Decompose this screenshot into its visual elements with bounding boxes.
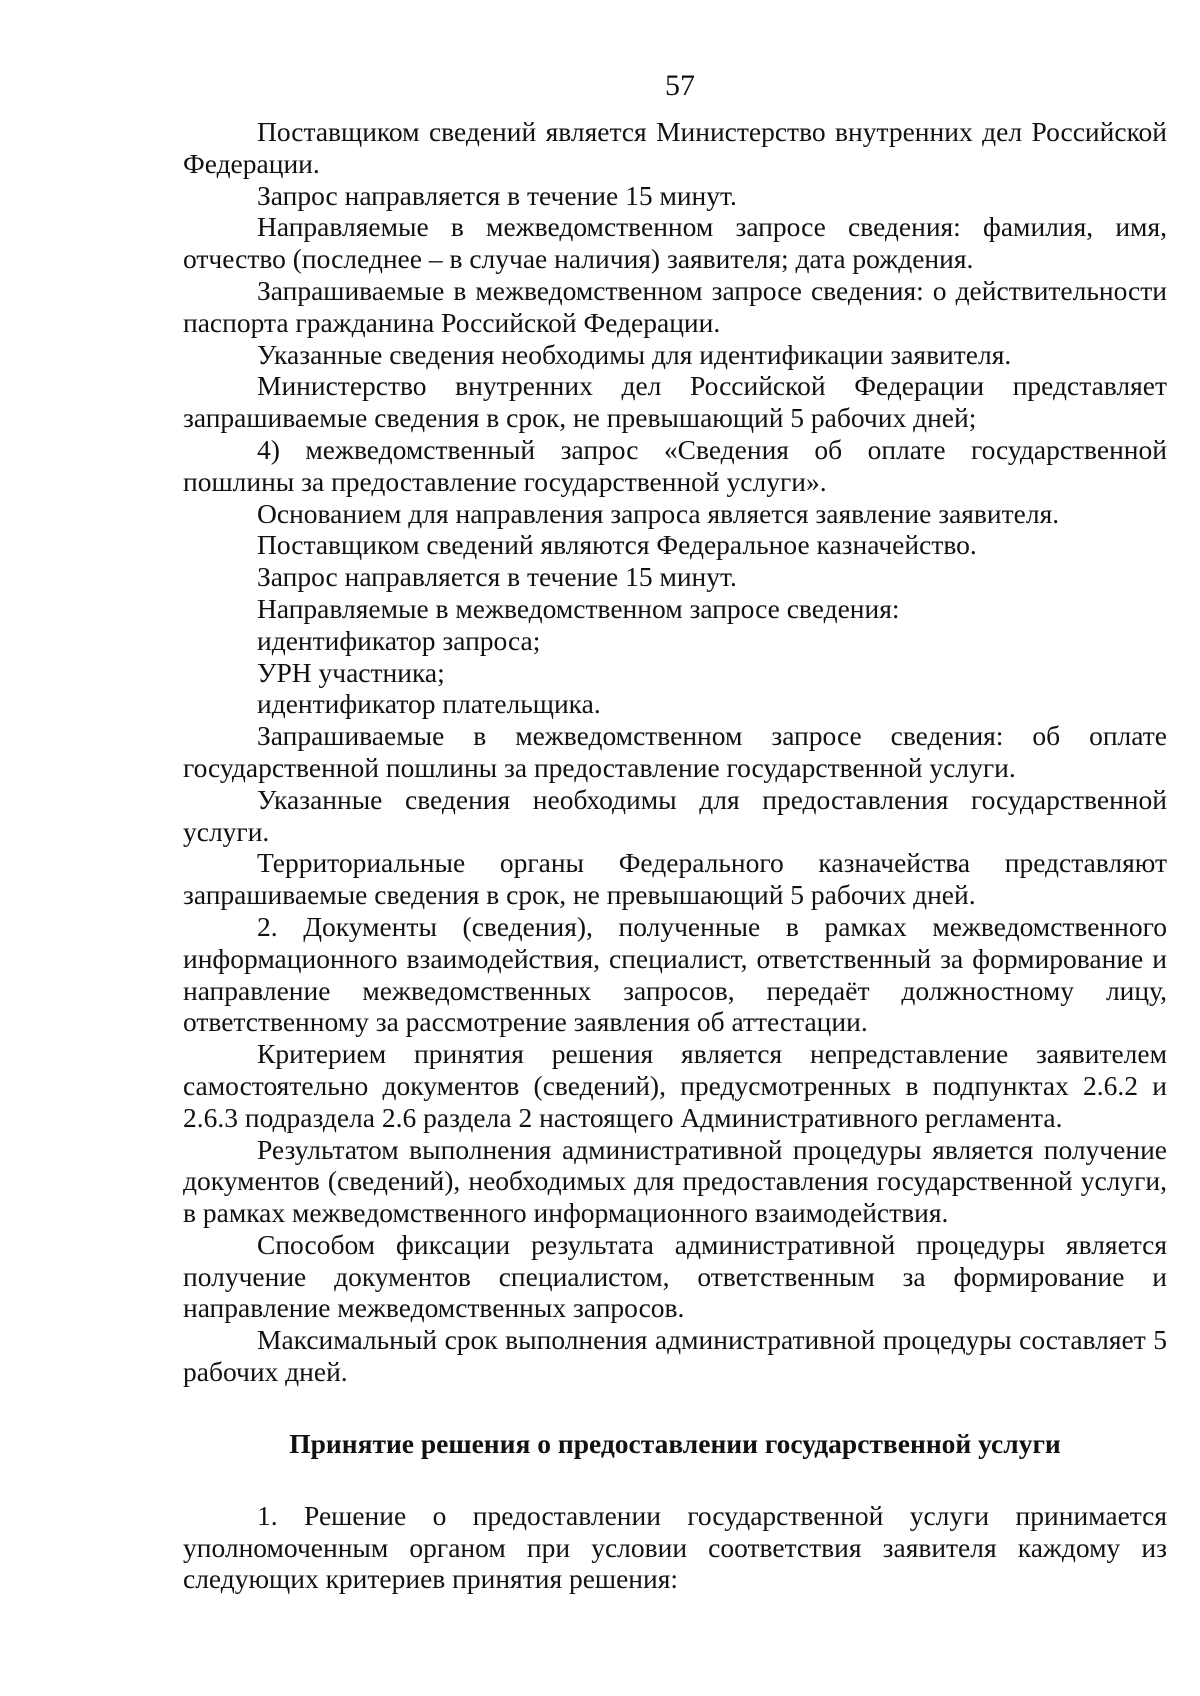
paragraph: Указанные сведения необходимы для предоставления государственной услуги. [183, 783, 1167, 847]
paragraph: Максимальный срок выполнения административной процедуры составляет 5 рабочих дней. [183, 1324, 1167, 1388]
paragraph: 1. Решение о предоставлении государственной услуги принимается уполномоченным органом при условии соответствия заявителя каждому из следующих критериев принятия решения: [183, 1499, 1167, 1595]
paragraph: Поставщиком сведений является Министерство внутренних дел Российской Федерации. [183, 116, 1167, 179]
page-body [183, 116, 1167, 1595]
paragraph: Способом фиксации результата административной процедуры является получение документов специалистом, ответственным за формирование и направление межведомственных запросов. [183, 1228, 1167, 1324]
paragraph: Направляемые в межведомственном запросе сведения: фамилия, имя, отчество (последнее – в случае наличия) заявителя; дата рождения. [183, 211, 1167, 275]
paragraph: Запрос направляется в течение 15 минут. [257, 561, 737, 593]
paragraph: Основанием для направления запроса является заявление заявителя. [257, 497, 1060, 529]
list-item: УРН участника; [257, 656, 445, 688]
paragraph: 2. Документы (сведения), полученные в рамках межведомственного информационного взаимодействия, специалист, ответственный за формирование и направление межведомственных запросов, передаёт должностному лицу, ответственному за рассмотрение заявления об аттестации. [183, 910, 1167, 1038]
paragraph: Результатом выполнения административной процедуры является получение документов (сведений), необходимых для предоставления государственной услуги, в рамках межведомственного информационного взаимодействия. [183, 1133, 1167, 1229]
paragraph: Направляемые в межведомственном запросе сведения: [257, 592, 900, 624]
paragraph: Запрашиваемые в межведомственном запросе сведения: об оплате государственной пошлины за предоставление государственной услуги. [183, 720, 1167, 783]
list-item: идентификатор плательщика. [257, 688, 601, 720]
paragraph: Указанные сведения необходимы для идентификации заявителя. [257, 338, 1012, 370]
list-item: идентификатор запроса; [257, 624, 541, 656]
paragraph: Министерство внутренних дел Российской Федерации представляет запрашиваемые сведения в срок, не превышающий 5 рабочих дней; [183, 370, 1167, 434]
paragraph: 4) межведомственный запрос «Сведения об оплате государственной пошлины за предоставление государственной услуги». [183, 433, 1167, 497]
paragraph: Запрашиваемые в межведомственном запросе сведения: о действительности паспорта гражданина Российской Федерации. [183, 274, 1167, 338]
section-heading: Принятие решения о предоставлении государственной услуги [289, 1427, 1061, 1459]
paragraph: Запрос направляется в течение 15 минут. [257, 179, 737, 211]
page-number: 57 [665, 69, 695, 102]
paragraph: Критерием принятия решения является непредставление заявителем самостоятельно документов (сведений), предусмотренных в подпунктах 2.6.2 и 2.6.3 подраздела 2.6 раздела 2 настоящего Административного регламента. [183, 1038, 1167, 1133]
paragraph: Поставщиком сведений являются Федеральное казначейство. [257, 529, 977, 561]
paragraph: Территориальные органы Федерального казначейства представляют запрашиваемые сведения в срок, не превышающий 5 рабочих дней. [183, 847, 1167, 911]
